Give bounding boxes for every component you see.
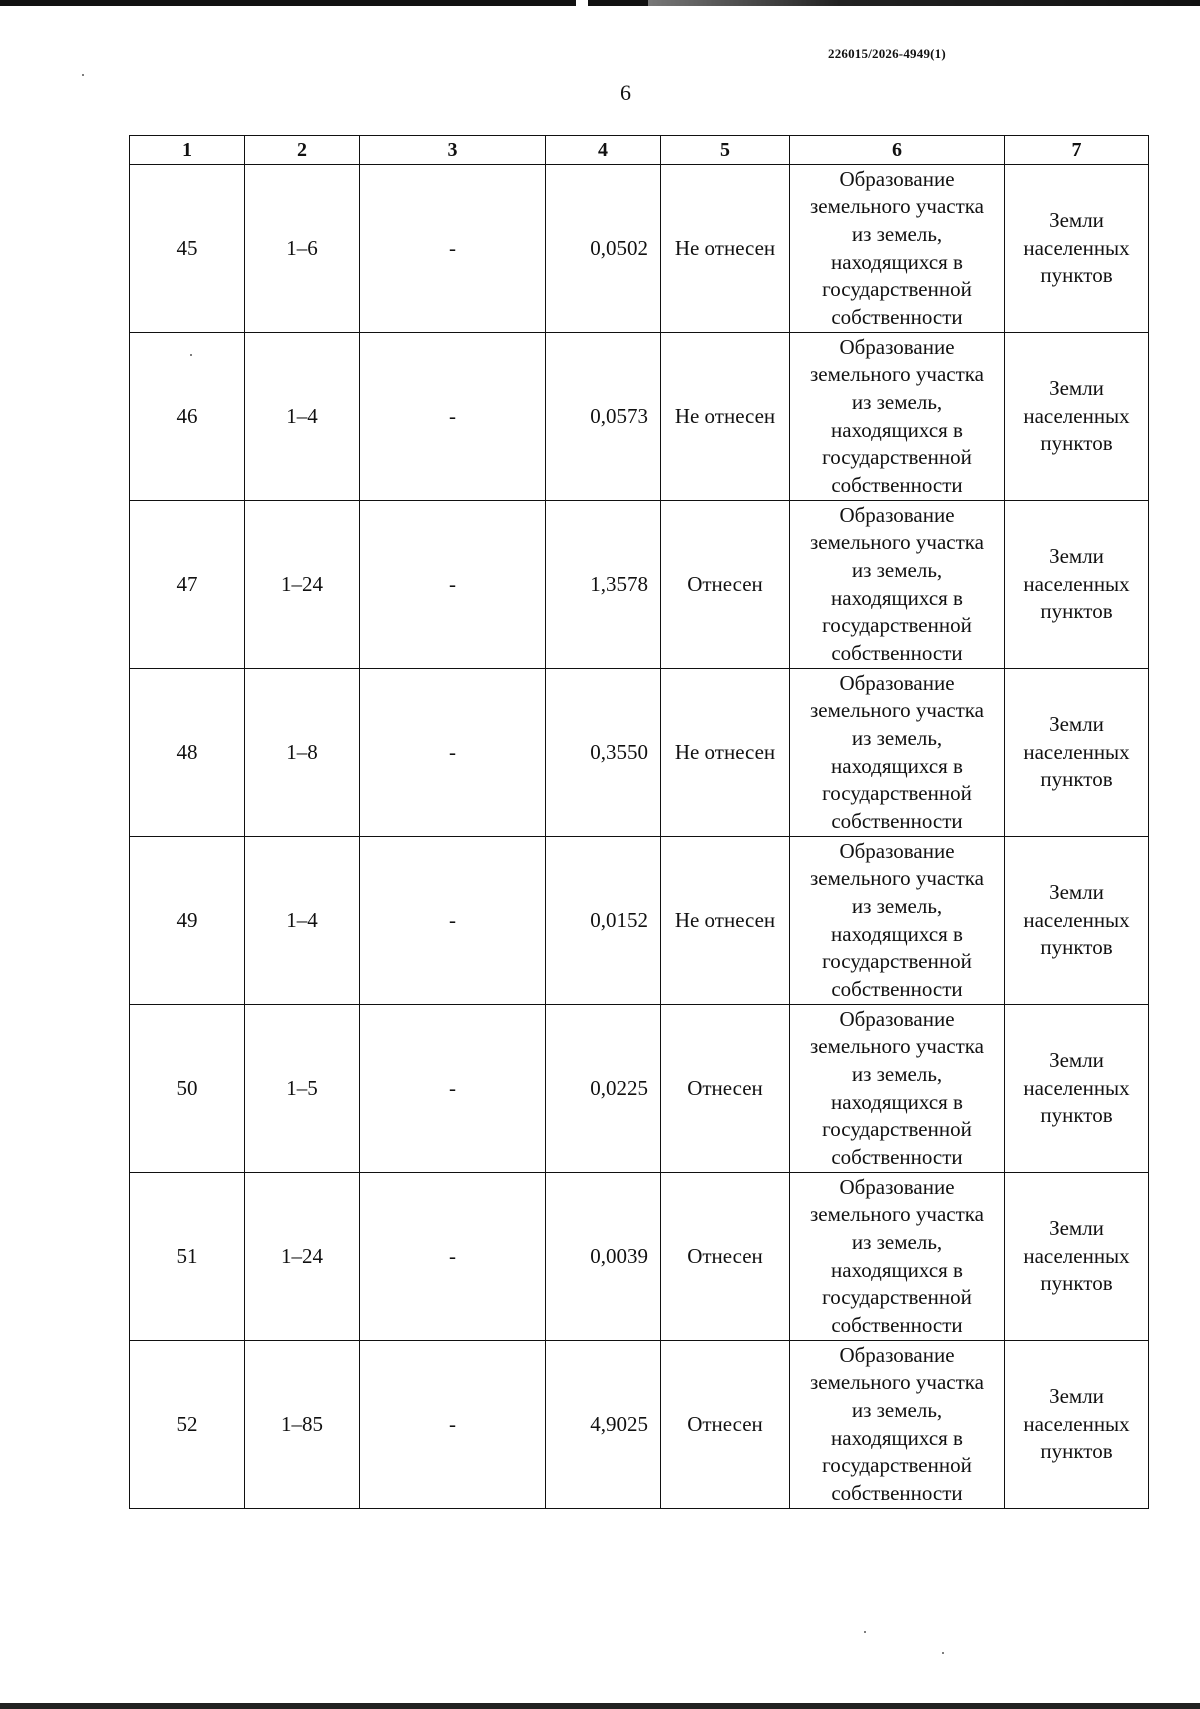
purpose-cell-line: из земель,	[851, 893, 943, 918]
purpose-cell-line: государственной	[822, 445, 972, 470]
purpose-cell-line: государственной	[822, 277, 972, 302]
purpose-cell-line: из земель,	[851, 725, 943, 750]
purpose-cell-line: находящихся в	[831, 921, 963, 946]
column-3-cell: -	[360, 501, 546, 669]
purpose-cell	[790, 837, 1005, 1005]
purpose-cell-line: собственности	[831, 1480, 963, 1505]
category-cell-line: Земли	[1049, 711, 1104, 736]
scan-speck	[864, 1631, 866, 1633]
status-cell: Отнесен	[661, 1173, 790, 1341]
scan-speck	[82, 74, 84, 76]
purpose-cell-line: земельного участка	[810, 866, 984, 891]
purpose-cell-line: собственности	[831, 976, 963, 1001]
range-cell: 1–6	[245, 165, 360, 333]
category-cell-line: пунктов	[1040, 599, 1113, 624]
table-row	[130, 1341, 1149, 1509]
category-cell-line: населенных	[1023, 571, 1130, 596]
purpose-cell-line: земельного участка	[810, 1202, 984, 1227]
table-row	[130, 669, 1149, 837]
purpose-cell-line: Образование	[839, 838, 955, 863]
column-header: 2	[245, 136, 360, 165]
purpose-cell-line: земельного участка	[810, 698, 984, 723]
column-header: 7	[1005, 136, 1149, 165]
category-cell-line: Земли	[1049, 1383, 1104, 1408]
purpose-cell-line: государственной	[822, 1285, 972, 1310]
row-number: 52	[130, 1341, 245, 1509]
purpose-cell-line: находящихся в	[831, 417, 963, 442]
area-cell: 0,3550	[546, 669, 661, 837]
category-cell-line: пунктов	[1040, 1103, 1113, 1128]
purpose-cell-line: Образование	[839, 502, 955, 527]
status-cell: Не отнесен	[661, 165, 790, 333]
column-3-cell: -	[360, 669, 546, 837]
area-cell: 0,0502	[546, 165, 661, 333]
column-header: 6	[790, 136, 1005, 165]
area-cell: 0,0573	[546, 333, 661, 501]
category-cell-line: пунктов	[1040, 1271, 1113, 1296]
purpose-cell	[790, 1341, 1005, 1509]
purpose-cell-line: находящихся в	[831, 249, 963, 274]
row-number: 46	[130, 333, 245, 501]
area-cell: 4,9025	[546, 1341, 661, 1509]
scan-speck	[942, 1652, 944, 1654]
category-cell-line: населенных	[1023, 403, 1130, 428]
category-cell	[1005, 1341, 1149, 1509]
category-cell-line: пунктов	[1040, 263, 1113, 288]
purpose-cell-line: из земель,	[851, 557, 943, 582]
category-cell-line: Земли	[1049, 1215, 1104, 1240]
purpose-cell-line: находящихся в	[831, 753, 963, 778]
purpose-cell-line: Образование	[839, 1174, 955, 1199]
area-cell: 0,0039	[546, 1173, 661, 1341]
status-cell: Отнесен	[661, 501, 790, 669]
purpose-cell-line: находящихся в	[831, 1425, 963, 1450]
table-row	[130, 1173, 1149, 1341]
purpose-cell-line: из земель,	[851, 389, 943, 414]
purpose-cell	[790, 333, 1005, 501]
category-cell	[1005, 165, 1149, 333]
category-cell-line: пунктов	[1040, 1439, 1113, 1464]
purpose-cell-line: собственности	[831, 1312, 963, 1337]
category-cell	[1005, 1173, 1149, 1341]
column-header: 1	[130, 136, 245, 165]
purpose-cell-line: из земель,	[851, 221, 943, 246]
purpose-cell-line: государственной	[822, 613, 972, 638]
table-row	[130, 165, 1149, 333]
category-cell	[1005, 669, 1149, 837]
category-cell-line: пунктов	[1040, 431, 1113, 456]
table-row	[130, 501, 1149, 669]
area-cell: 0,0225	[546, 1005, 661, 1173]
purpose-cell-line: находящихся в	[831, 1089, 963, 1114]
range-cell: 1–8	[245, 669, 360, 837]
category-cell-line: пунктов	[1040, 767, 1113, 792]
purpose-cell	[790, 1005, 1005, 1173]
category-cell	[1005, 1005, 1149, 1173]
category-cell-line: Земли	[1049, 879, 1104, 904]
land-plot-table	[129, 135, 1149, 1509]
purpose-cell-line: находящихся в	[831, 585, 963, 610]
range-cell: 1–4	[245, 837, 360, 1005]
column-3-cell: -	[360, 1005, 546, 1173]
table-row	[130, 837, 1149, 1005]
category-cell	[1005, 837, 1149, 1005]
scan-edge-top	[0, 0, 1200, 6]
status-cell: Отнесен	[661, 1341, 790, 1509]
scan-edge-bottom	[0, 1703, 1200, 1709]
purpose-cell-line: государственной	[822, 1117, 972, 1142]
category-cell	[1005, 333, 1149, 501]
category-cell-line: населенных	[1023, 907, 1130, 932]
range-cell: 1–4	[245, 333, 360, 501]
area-cell: 0,0152	[546, 837, 661, 1005]
category-cell-line: Земли	[1049, 1047, 1104, 1072]
category-cell	[1005, 501, 1149, 669]
area-cell: 1,3578	[546, 501, 661, 669]
purpose-cell	[790, 669, 1005, 837]
row-number: 48	[130, 669, 245, 837]
purpose-cell-line: государственной	[822, 949, 972, 974]
category-cell-line: населенных	[1023, 1411, 1130, 1436]
purpose-cell-line: Образование	[839, 670, 955, 695]
table-body	[130, 165, 1149, 1509]
purpose-cell	[790, 1173, 1005, 1341]
row-number: 49	[130, 837, 245, 1005]
status-cell: Не отнесен	[661, 669, 790, 837]
table-header-row	[130, 136, 1149, 165]
column-3-cell: -	[360, 1341, 546, 1509]
category-cell-line: Земли	[1049, 543, 1104, 568]
purpose-cell-line: находящихся в	[831, 1257, 963, 1282]
status-cell: Не отнесен	[661, 333, 790, 501]
purpose-cell-line: Образование	[839, 334, 955, 359]
purpose-cell-line: земельного участка	[810, 530, 984, 555]
range-cell: 1–85	[245, 1341, 360, 1509]
purpose-cell-line: государственной	[822, 781, 972, 806]
purpose-cell-line: земельного участка	[810, 194, 984, 219]
column-3-cell: -	[360, 837, 546, 1005]
purpose-cell-line: земельного участка	[810, 362, 984, 387]
status-cell: Отнесен	[661, 1005, 790, 1173]
column-header: 5	[661, 136, 790, 165]
column-header: 3	[360, 136, 546, 165]
range-cell: 1–24	[245, 501, 360, 669]
purpose-cell-line: собственности	[831, 808, 963, 833]
purpose-cell-line: собственности	[831, 472, 963, 497]
purpose-cell-line: земельного участка	[810, 1034, 984, 1059]
category-cell-line: Земли	[1049, 375, 1104, 400]
purpose-cell-line: собственности	[831, 1144, 963, 1169]
category-cell-line: населенных	[1023, 235, 1130, 260]
purpose-cell-line: собственности	[831, 304, 963, 329]
page-number: 6	[620, 80, 631, 105]
column-3-cell: -	[360, 1173, 546, 1341]
purpose-cell-line: государственной	[822, 1453, 972, 1478]
row-number: 51	[130, 1173, 245, 1341]
purpose-cell-line: из земель,	[851, 1061, 943, 1086]
category-cell-line: населенных	[1023, 739, 1130, 764]
column-header: 4	[546, 136, 661, 165]
range-cell: 1–24	[245, 1173, 360, 1341]
range-cell: 1–5	[245, 1005, 360, 1173]
purpose-cell-line: Образование	[839, 1342, 955, 1367]
category-cell-line: населенных	[1023, 1243, 1130, 1268]
purpose-cell	[790, 501, 1005, 669]
document-reference: 226015/2026-4949(1)	[828, 46, 946, 61]
row-number: 47	[130, 501, 245, 669]
table-row	[130, 1005, 1149, 1173]
category-cell-line: пунктов	[1040, 935, 1113, 960]
column-3-cell: -	[360, 333, 546, 501]
table-row	[130, 333, 1149, 501]
category-cell-line: населенных	[1023, 1075, 1130, 1100]
row-number: 45	[130, 165, 245, 333]
row-number: 50	[130, 1005, 245, 1173]
purpose-cell-line: собственности	[831, 640, 963, 665]
status-cell: Не отнесен	[661, 837, 790, 1005]
column-3-cell: -	[360, 165, 546, 333]
purpose-cell-line: из земель,	[851, 1229, 943, 1254]
purpose-cell-line: Образование	[839, 1006, 955, 1031]
category-cell-line: Земли	[1049, 207, 1104, 232]
purpose-cell-line: из земель,	[851, 1397, 943, 1422]
purpose-cell-line: земельного участка	[810, 1370, 984, 1395]
purpose-cell-line: Образование	[839, 166, 955, 191]
purpose-cell	[790, 165, 1005, 333]
